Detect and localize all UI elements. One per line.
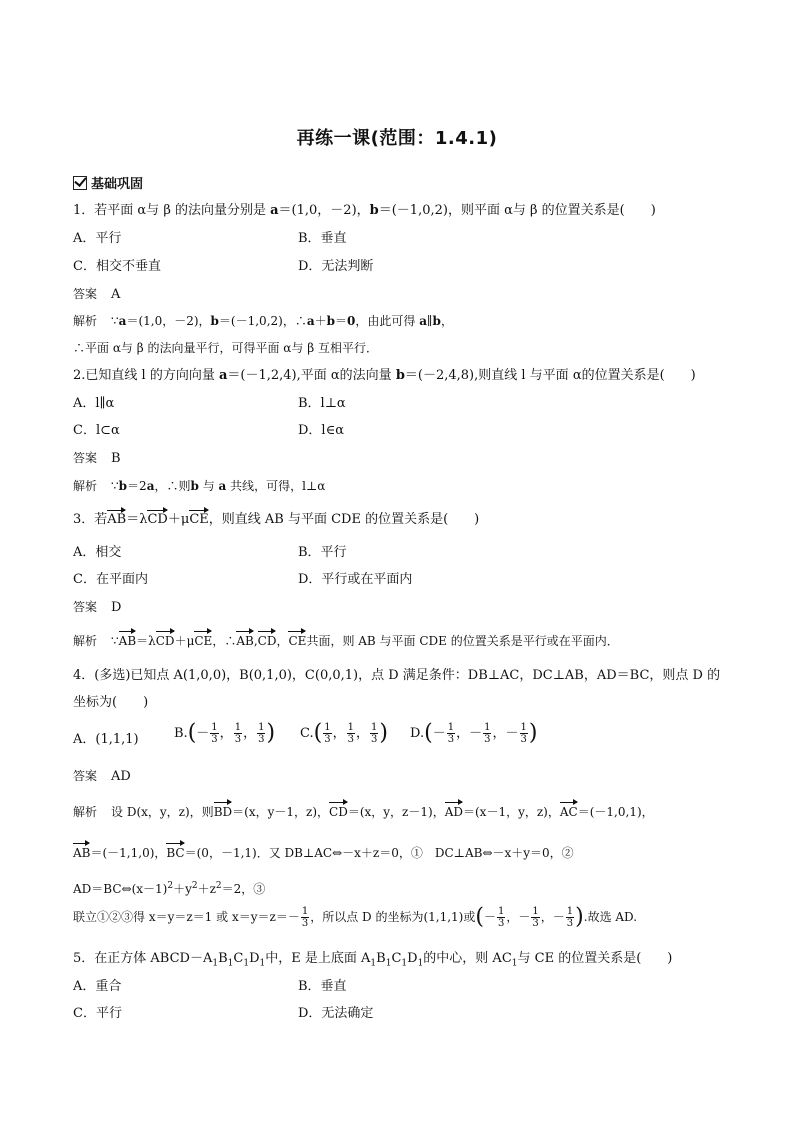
- q3-answer: 答案 D: [73, 600, 122, 615]
- section-label: 基础巩固: [91, 177, 144, 192]
- question-3-stem: 3．若AB＝λCD＋μCE，则直线 AB 与平面 CDE 的位置关系是( ): [73, 512, 480, 527]
- q4-option-c: C.( $\frac{1}{3}$ ， $\frac{1}{3}$ ， $\frac{1}{3}$ ): [300, 720, 388, 746]
- page-title: 再练一课(范围：1.4.1): [296, 128, 498, 149]
- q4-solution-line-3: $AD=BC\Leftrightarrow(x-1)^2+y^2+z^2=2$，③: [73, 881, 266, 896]
- q4-option-d: D.(－ $\frac{1}{3}$ ，－ $\frac{1}{3}$ ，－ $\frac{1}{3}$ ): [410, 720, 538, 746]
- q3-option-d: D．平行或在平面内: [298, 572, 413, 587]
- question-4-stem-line-1: 4．(多选)已知点 A(1,0,0)，B(0,1,0)，C(0,0,1)，点 D 满足条件：DB⊥AC，DC⊥AB，AD＝BC，则点 D 的: [73, 668, 721, 683]
- q4-option-a: A．(1,1,1): [73, 732, 139, 747]
- q5-option-c: C．平行: [73, 1006, 122, 1021]
- q4-solution-line-4: 联立①②③得 x＝y＝z＝1 或 x＝y＝z＝－ $\frac{1}{3}$ ，所以点 D 的坐标为(1,1,1)或(－ $\frac{1}{3}$ ，－ $\frac{1}{3}$ ，－ $\frac{1}{3}$ ).故选 AD.: [73, 904, 638, 930]
- checkbox-check-icon: [73, 176, 87, 190]
- q4-solution-line-1: 解析 设 D(x，y，z)，则BD＝(x，y－1，z)，CD＝(x，y，z－1)，AD＝(x－1，y，z)，AC＝(－1,0,1)，: [73, 805, 654, 819]
- question-2-stem: 2.已知直线 l 的方向向量 a＝(－1,2,4),平面 α的法向量 b＝(－2,4,8),则直线 l 与平面 α的位置关系是( ): [73, 368, 696, 383]
- q3-option-a: A．相交: [73, 545, 122, 560]
- q2-answer: 答案 B: [73, 451, 121, 466]
- q2-option-b: B．l⊥α: [298, 396, 346, 411]
- q4-option-b: B.(－ $\frac{1}{3}$ ， $\frac{1}{3}$ ， $\frac{1}{3}$ ): [174, 720, 276, 746]
- question-5-stem: 5．在正方体 $ABCD-A_1B_1C_1D_1$中，E 是上底面 $A_1B_1C_1D_1$的中心，则 $AC_1$与 CE 的位置关系是( ): [73, 951, 673, 969]
- q3-option-b: B．平行: [298, 545, 347, 560]
- q4-answer: 答案 AD: [73, 769, 131, 784]
- q1-option-a: A．平行: [73, 231, 122, 246]
- q5-option-d: D．无法确定: [298, 1006, 374, 1021]
- q1-option-c: C．相交不垂直: [73, 259, 161, 274]
- q1-answer: 答案 A: [73, 287, 121, 302]
- question-1-stem: 1．若平面 α与 β 的法向量分别是 a＝(1,0，－2)，b＝(－1,0,2)，则平面 α与 β 的位置关系是( ): [73, 203, 656, 218]
- q1-solution-line-2: ∴平面 α与 β 的法向量平行，可得平面 α与 β 互相平行．: [73, 341, 378, 355]
- q5-option-a: A．重合: [73, 979, 122, 994]
- q5-option-b: B．垂直: [298, 979, 347, 994]
- section-heading: [73, 173, 143, 192]
- q2-solution: 解析 ∵b＝2a，∴则b 与 a 共线，可得，l⊥α: [73, 479, 326, 493]
- q3-option-c: C．在平面内: [73, 572, 148, 587]
- q1-option-b: B．垂直: [298, 231, 347, 246]
- q2-option-d: D．l∈α: [298, 423, 344, 438]
- q2-option-a: A．l∥α: [73, 396, 115, 411]
- q3-solution: 解析 ∵AB＝λCD＋μCE，∴AB,CD，CE共面，则 AB 与平面 CDE 的位置关系是平行或在平面内．: [73, 634, 619, 648]
- q4-solution-line-2: AB＝(－1,1,0)，BC＝(0，－1,1)．又 DB⊥AC⇔－x＋z＝0，① DC⊥AB⇔－x＋y＝0，②: [73, 846, 574, 860]
- question-4-stem-line-2: 坐标为( ): [73, 695, 149, 710]
- q1-option-d: D．无法判断: [298, 259, 374, 274]
- q1-solution-line-1: 解析 ∵a＝(1,0，－2)，b＝(－1,0,2)，∴a＋b＝0，由此可得 a∥b，: [73, 314, 453, 328]
- q2-option-c: C．l⊂α: [73, 423, 120, 438]
